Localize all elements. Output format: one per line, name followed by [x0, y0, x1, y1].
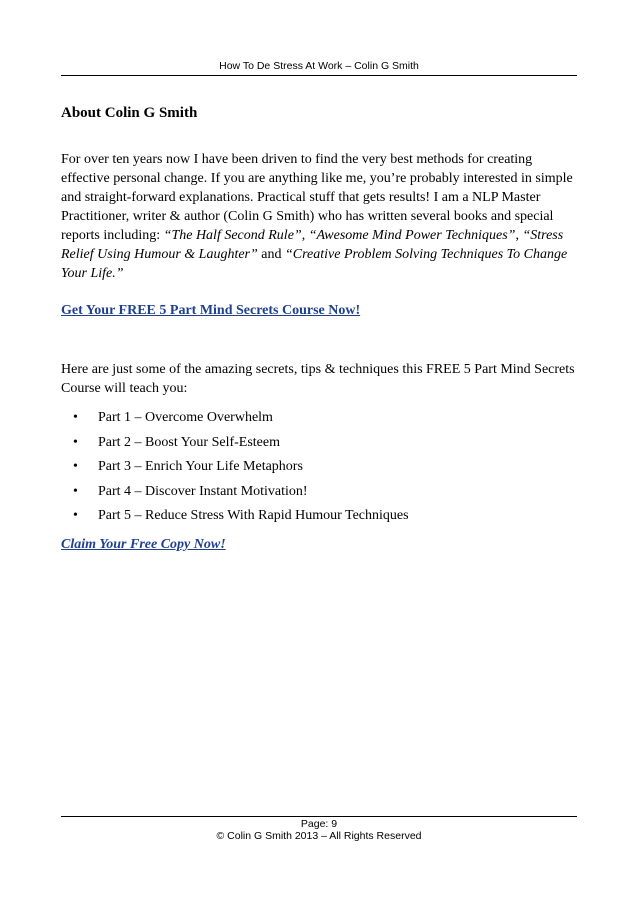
bullet-icon: •: [73, 410, 78, 425]
list-item: [73, 433, 409, 458]
book-title-stress-relief-humour: “Stress Relief Using Humour & Laughter”: [61, 228, 564, 262]
list-item-label: Part 2 – Boost Your Self-Esteem: [98, 434, 280, 450]
bio-separator: and: [257, 247, 285, 262]
course-parts-list: [73, 408, 409, 531]
bullet-icon: •: [73, 483, 78, 499]
about-heading: About Colin G Smith: [61, 105, 198, 121]
list-item: [73, 457, 409, 482]
bio-text: For over ten years now I have been driven to find the very best methods for creating effective personal change. If you are anything like me, you’re probably interested in simple and straight-forward explanations. Practical stuff that gets results! I am a NLP Master Practitioner, writer & author (Colin G Smith) who has written several books and special reports including:: [61, 152, 573, 243]
book-title-awesome-mind-power: “Awesome Mind Power Techniques”: [308, 228, 516, 243]
copyright-notice: © Colin G Smith 2013 – All Rights Reserved: [216, 830, 422, 842]
list-item: [73, 506, 409, 531]
bio-separator: ,: [515, 228, 523, 243]
bullet-icon: •: [73, 459, 78, 474]
list-item: [73, 408, 409, 433]
free-course-link[interactable]: Get Your FREE 5 Part Mind Secrets Course Now!: [61, 303, 361, 318]
author-bio: [61, 150, 577, 283]
book-title-half-second-rule: “The Half Second Rule”: [163, 228, 302, 243]
list-item-label: Part 3 – Enrich Your Life Metaphors: [98, 459, 303, 474]
list-item: [73, 482, 409, 507]
course-intro: Here are just some of the amazing secrets, tips & techniques this FREE 5 Part Mind Secrets Course will teach you:: [61, 362, 575, 396]
list-item-label: Part 5 – Reduce Stress With Rapid Humour Techniques: [98, 508, 409, 523]
claim-free-copy-link[interactable]: Claim Your Free Copy Now!: [61, 537, 226, 552]
header-rule: [61, 75, 577, 76]
page-number: Page: 9: [300, 818, 338, 830]
bullet-icon: •: [73, 508, 78, 523]
bullet-icon: •: [73, 434, 78, 450]
book-title-creative-problem-solving: “Creative Problem Solving Techniques To Change Your Life.”: [61, 247, 568, 281]
bio-separator: ,: [301, 228, 309, 243]
running-header: How To De Stress At Work – Colin G Smith: [219, 60, 419, 72]
list-item-label: Part 1 – Overcome Overwhelm: [98, 410, 273, 425]
list-item-label: Part 4 – Discover Instant Motivation!: [98, 483, 308, 499]
footer-rule: [61, 816, 577, 817]
